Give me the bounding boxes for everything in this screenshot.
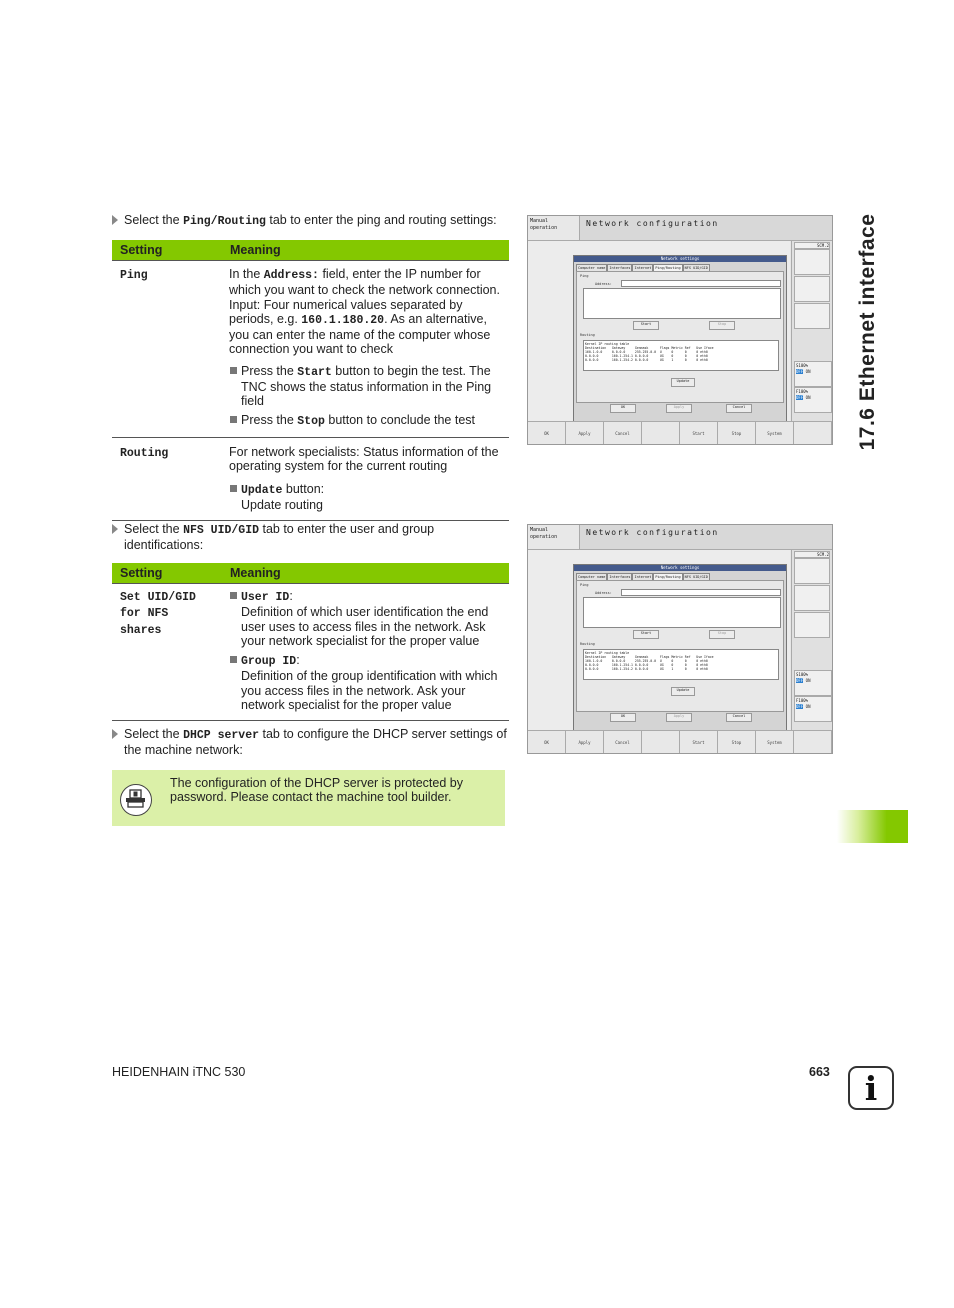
apply-button[interactable]: Apply xyxy=(666,404,692,413)
dialog-title: Network settings xyxy=(574,565,786,571)
footer-left: HEIDENHAIN iTNC 530 xyxy=(112,1065,246,1079)
s-override-key[interactable]: S100% OFF ON xyxy=(794,670,832,696)
softkey-empty[interactable] xyxy=(642,422,680,445)
dialog-title: Network settings xyxy=(574,256,786,262)
nfs-table xyxy=(112,563,509,721)
ping-routing-table xyxy=(112,240,509,521)
mode-label: Manual operation xyxy=(528,216,580,240)
setting-routing: Routing xyxy=(120,446,169,460)
tab-internet[interactable]: Internet xyxy=(634,266,652,270)
list-item: User ID: Definition of which user identification the end user uses to access files in the network. Ask your network specialist for the proper value xyxy=(229,589,501,648)
softkey-empty[interactable] xyxy=(642,731,680,754)
list-item: Group ID: Definition of the group identification with which you access files in the network. Ask your network specialist for the proper value xyxy=(229,653,501,712)
table-row xyxy=(112,584,509,721)
note-text: The configuration of the DHCP server is protected by password. Please contact the machine tool builder. xyxy=(170,776,463,804)
softkey-empty[interactable] xyxy=(794,731,832,754)
start-button[interactable]: Start xyxy=(633,630,659,639)
ok-button[interactable]: OK xyxy=(610,713,636,722)
stop-button[interactable]: Stop xyxy=(709,630,735,639)
softkey-system[interactable]: System xyxy=(756,422,794,445)
update-button[interactable]: Update xyxy=(671,378,695,387)
softkey-ok[interactable]: OK xyxy=(528,422,566,445)
start-button[interactable]: Start xyxy=(633,321,659,330)
softkey-ok[interactable]: OK xyxy=(528,731,566,754)
ping-output xyxy=(583,288,781,319)
softkey-start[interactable]: Start xyxy=(680,422,718,445)
page-number: 663 xyxy=(809,1065,830,1079)
chapter-side-title: 17.6 Ethernet interface xyxy=(856,213,879,451)
nfs-intro: Select the NFS UID/GID tab to enter the user and group identifications: xyxy=(112,522,508,552)
routing-label: Routing xyxy=(580,642,595,646)
softkey-bar xyxy=(528,730,832,754)
tab-computer-name[interactable]: Computer name xyxy=(578,575,606,579)
table-row xyxy=(112,437,509,520)
arrow-bullet-icon xyxy=(112,524,118,534)
screen-title: Network configuration xyxy=(586,528,719,537)
routing-label: Routing xyxy=(580,333,595,337)
routing-table-output: Kernel IP routing table Destination Gateway Genmask Flags Metric Ref Use Iface 160.1.0.0 0.0.0.0 255.255.0.0 U 0 0 0 eth0 0.0.0.0 160.1.254.1 0.0.0.0 UG 0 0 0 eth0 0.0.0.0 160.1.254.2 0.0.0.0 UG 1 0 0 eth0 xyxy=(583,340,779,371)
softkey-system[interactable]: System xyxy=(756,731,794,754)
address-input[interactable] xyxy=(621,589,781,596)
header-meaning: Meaning xyxy=(221,240,509,261)
meaning-routing: For network specialists: Status information of the operating system for the current routing Update button: Update routing xyxy=(221,437,509,520)
tab-computer-name[interactable]: Computer name xyxy=(578,266,606,270)
tool-t-key[interactable] xyxy=(794,303,830,329)
cancel-button[interactable]: Cancel xyxy=(726,404,752,413)
setting-uid-gid: Set UID/GID for NFS shares xyxy=(120,591,196,637)
header-setting: Setting xyxy=(112,240,221,261)
side-top-label: SCM.2 xyxy=(794,242,830,249)
arrow-bullet-icon xyxy=(112,729,118,739)
ping-routing-intro: Select the Ping/Routing tab to enter the ping and routing settings: xyxy=(112,213,508,229)
softkey-empty[interactable] xyxy=(794,422,832,445)
arrow-bullet-icon xyxy=(112,215,118,225)
chapter-thumb-tab xyxy=(837,810,908,843)
ping-label: Ping xyxy=(580,583,589,587)
meaning-ping: In the Address: field, enter the IP number for which you want to check the network connection. Input: Four numerical values separated by periods, e.g. 160.1.180.20. As an alternative, you can enter the name of the computer whose connection you want to check Press the Start button to begin the test. The TNC shows the status information in the Ping field Press the Stop button to conclude the test xyxy=(221,261,509,438)
softkey-start[interactable]: Start xyxy=(680,731,718,754)
side-top-label: SCM.2 xyxy=(794,551,830,558)
f-override-key[interactable]: F100% OFF ON xyxy=(794,387,832,413)
update-button[interactable]: Update xyxy=(671,687,695,696)
cancel-button[interactable]: Cancel xyxy=(726,713,752,722)
softkey-apply[interactable]: Apply xyxy=(566,731,604,754)
info-i-icon: i xyxy=(848,1066,894,1110)
list-item: Press the Start button to begin the test. The TNC shows the status information in the Ping field xyxy=(229,364,501,409)
routing-table-output: Kernel IP routing table Destination Gateway Genmask Flags Metric Ref Use Iface 160.1.0.0 0.0.0.0 255.255.0.0 U 0 0 0 eth0 0.0.0.0 160.1.254.1 0.0.0.0 UG 0 0 0 eth0 0.0.0.0 160.1.254.2 0.0.0.0 UG 1 0 0 eth0 xyxy=(583,649,779,680)
spindle-m-key[interactable] xyxy=(794,249,830,275)
softkey-bar xyxy=(528,421,832,445)
ping-output xyxy=(583,597,781,628)
meaning-uid-gid xyxy=(221,584,509,721)
header-meaning: Meaning xyxy=(221,563,509,584)
status-sidebar xyxy=(791,241,832,421)
address-label: Address: xyxy=(595,282,612,286)
list-item: Update button: Update routing xyxy=(229,482,501,513)
tab-ping-routing[interactable]: Ping/Routing xyxy=(655,575,681,579)
f-override-key[interactable]: F100% OFF ON xyxy=(794,696,832,722)
tab-interfaces[interactable]: Interfaces xyxy=(609,266,631,270)
tab-nfs-uid-gid[interactable]: NFS UID/GID xyxy=(684,266,708,270)
tab-internet[interactable]: Internet xyxy=(634,575,652,579)
list-item: Press the Stop button to conclude the test xyxy=(229,413,501,429)
softkey-cancel[interactable]: Cancel xyxy=(604,422,642,445)
s-override-key[interactable]: S100% OFF ON xyxy=(794,361,832,387)
machine-tool-icon xyxy=(120,784,152,816)
softkey-stop[interactable]: Stop xyxy=(718,422,756,445)
dhcp-intro: Select the DHCP server tab to configure the DHCP server settings of the machine network: xyxy=(112,727,508,757)
ping-label: Ping xyxy=(580,274,589,278)
address-label: Address: xyxy=(595,591,612,595)
softkey-cancel[interactable]: Cancel xyxy=(604,731,642,754)
screenshot-nfs-uid-gid xyxy=(527,524,833,754)
spindle-s-key[interactable] xyxy=(794,585,830,611)
tab-interfaces[interactable]: Interfaces xyxy=(609,575,631,579)
stop-button[interactable]: Stop xyxy=(709,321,735,330)
screen-title: Network configuration xyxy=(586,219,719,228)
header-setting: Setting xyxy=(112,563,221,584)
spindle-m-key[interactable] xyxy=(794,558,830,584)
softkey-stop[interactable]: Stop xyxy=(718,731,756,754)
tab-nfs-uid-gid[interactable]: NFS UID/GID xyxy=(684,575,708,579)
softkey-apply[interactable]: Apply xyxy=(566,422,604,445)
address-input[interactable] xyxy=(621,280,781,287)
status-sidebar xyxy=(791,550,832,730)
ok-button[interactable]: OK xyxy=(610,404,636,413)
tool-t-key[interactable] xyxy=(794,612,830,638)
table-row xyxy=(112,261,509,438)
mode-label: Manual operation xyxy=(528,525,580,549)
spindle-s-key[interactable] xyxy=(794,276,830,302)
apply-button[interactable]: Apply xyxy=(666,713,692,722)
network-settings-dialog xyxy=(573,255,787,423)
screenshot-ping-routing xyxy=(527,215,833,445)
note-box xyxy=(112,770,505,826)
setting-ping: Ping xyxy=(120,269,148,282)
tab-ping-routing[interactable]: Ping/Routing xyxy=(655,266,681,270)
network-settings-dialog xyxy=(573,564,787,732)
